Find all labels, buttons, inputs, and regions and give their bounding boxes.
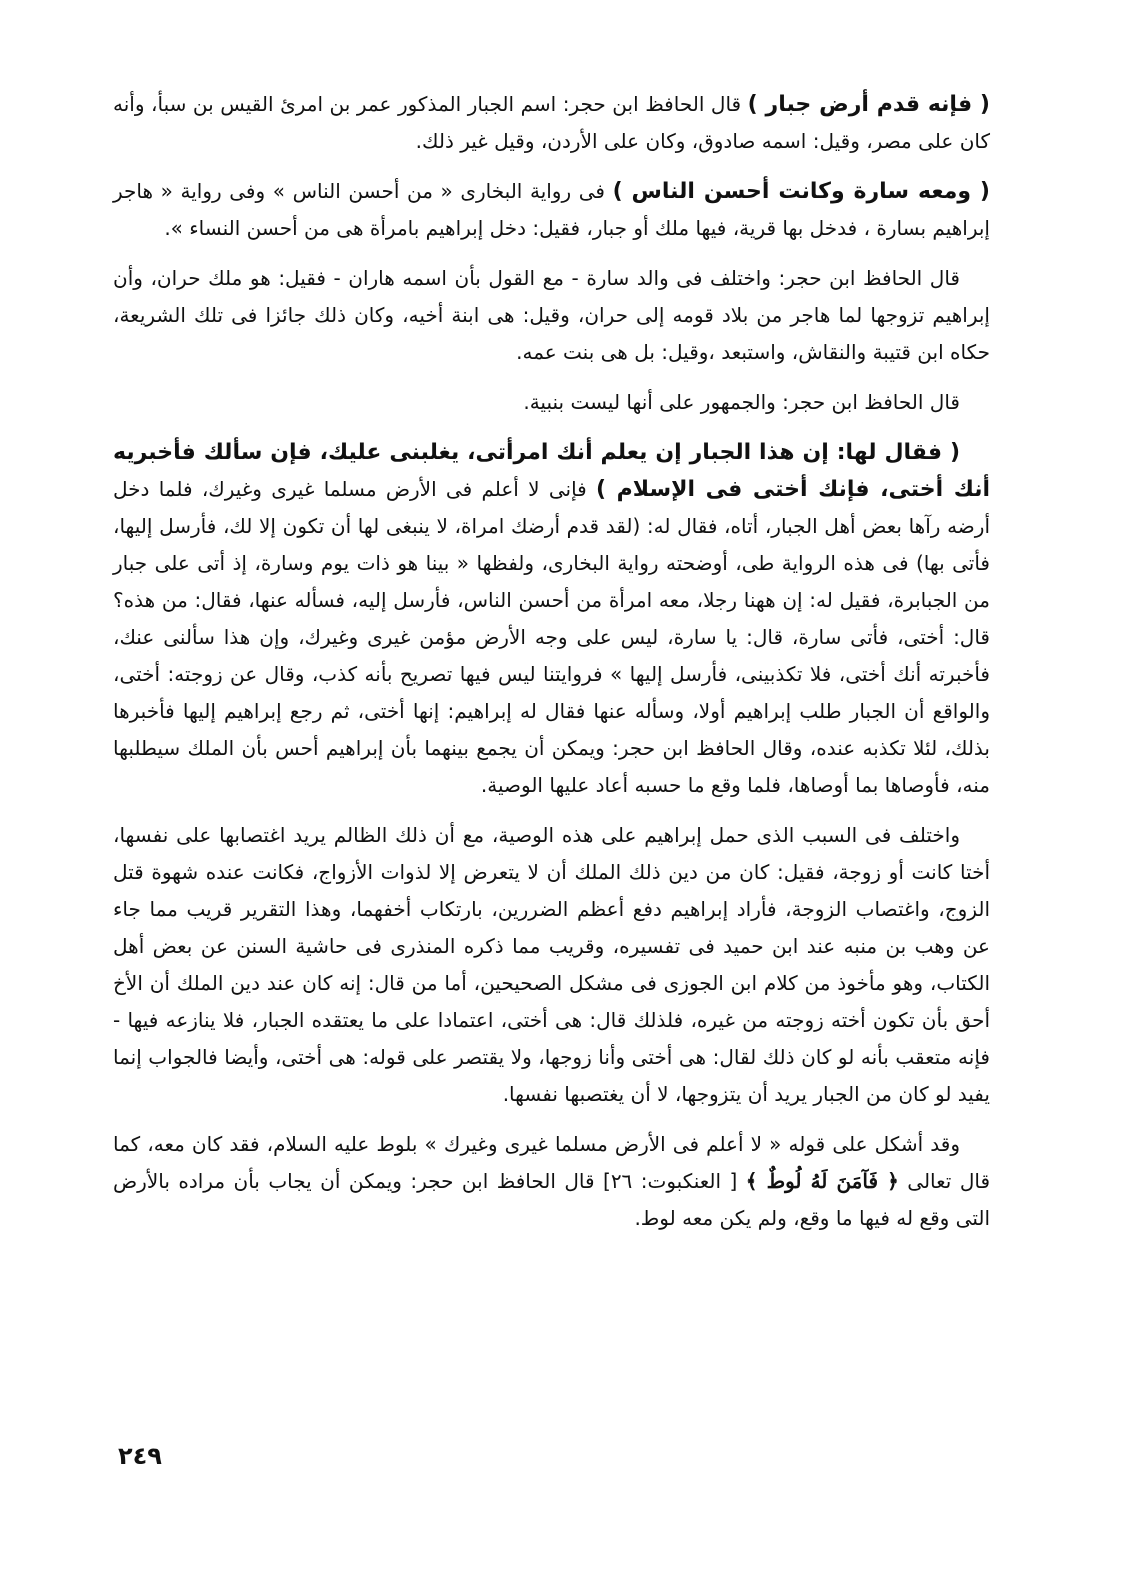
body-text <box>113 86 990 1237</box>
paragraph-5 <box>113 434 990 804</box>
commentary-text: فى رواية البخارى « من أحسن الناس » وفى رواية « هاجر إبراهيم بسارة ، فدخل بها قرية، فيها ملك أو جبار، فقيل: دخل إبراهيم بامرأة هى من أحسن النساء ». <box>113 179 990 240</box>
quoted-hadith-text: ( فإنه قدم أرض جبار ) <box>747 92 990 117</box>
commentary-text: فإنى لا أعلم فى الأرض مسلما غيرى وغيرك، فلما دخل أرضه رآها بعض أهل الجبار، أتاه، فقال له: (لقد قدم أرضك امراة، لا ينبغى لها أن تكون إلا لك، فأرسل إليها، فأتى بها) فى هذه الرواية طى، أوضحته رواية البخارى، ولفظها « بينا هو ذات يوم وسارة، إذ أتى على جبار من الجبابرة، فقيل له: إن ههنا رجلا، معه امرأة من أحسن الناس، فأرسل إليه، فسأله عنها، فقال: من هذه؟ قال: أختى، فأتى سارة، قال: يا سارة، ليس على وجه الأرض مؤمن غيرى وغيرك، وإن هذا سألنى عنك، فأخبرته أنك أختى، فلا تكذبينى، فأرسل إليها » فروايتنا ليس فيها تصريح بأنه كذب، وقال عن زوجته: أختى، والواقع أن الجبار طلب إبراهيم أولا، وسأله عنها فقال له إبراهيم: إنها أختى، ثم رجع إبراهيم إليها فأخبرها بذلك، لئلا تكذبه عنده، وقال الحافظ ابن حجر: ويمكن أن يجمع بينهما بأن إبراهيم أحس بأن الملك سيطلبها منه، فأوصاها بما أوصاها، فلما وقع ما حسبه أعاد عليها الوصية. <box>113 477 990 797</box>
page-number: ٢٤٩ <box>118 1442 162 1470</box>
commentary-text: قال الحافظ ابن حجر: والجمهور على أنها ليست بنبية. <box>523 390 960 414</box>
paragraph-4 <box>113 384 990 421</box>
commentary-text: قال الحافظ ابن حجر: اسم الجبار المذكور عمر بن امرئ القيس بن سبأ، وأنه كان على مصر، وقيل: اسمه صادوق، وكان على الأردن، وقيل غير ذلك. <box>113 92 990 153</box>
commentary-text: واختلف فى السبب الذى حمل إبراهيم على هذه الوصية، مع أن ذلك الظالم يريد اغتصابها على نفسها، أختا كانت أو زوجة، فقيل: كان من دين ذلك الملك أن لا يتعرض إلا لذوات الأزواج، فكانت عنده شهوة قتل الزوج، واغتصاب الزوجة، فأراد إبراهيم دفع أعظم الضررين، بارتكاب أخفهما، وهذا التقرير قريب مما جاء عن وهب بن منبه عند ابن حميد فى تفسيره، وقريب مما ذكره المنذرى فى حاشية السنن عن بعض أهل الكتاب، وهو مأخوذ من كلام ابن الجوزى فى مشكل الصحيحين، أما من قال: إنه كان عند دين الملك أن الأخ أحق بأن تكون أخته زوجته من غيره، فلذلك قال: هى أختى، اعتمادا على ما يعتقده الجبار، فلا ينازعه فيها - فإنه متعقب بأنه لو كان ذلك لقال: هى أختى وأنا زوجها، ولا يقتصر على قوله: هى أختى، وأيضا فالجواب إنما يفيد لو كان من الجبار يريد أن يتزوجها، لا أن يغتصبها نفسها. <box>113 823 990 1106</box>
paragraph-2 <box>113 173 990 247</box>
paragraph-3 <box>113 260 990 371</box>
commentary-text: [ العنكبوت: ٢٦] قال الحافظ ابن حجر: ويمكن أن يجاب بأن مراده بالأرض التى وقع له فيها ما وقع، ولم يكن معه لوط. <box>113 1169 990 1230</box>
paragraph-1 <box>113 86 990 160</box>
paragraph-7 <box>113 1126 990 1237</box>
commentary-text: قال الحافظ ابن حجر: واختلف فى والد سارة - مع القول بأن اسمه هاران - فقيل: هو ملك حران، وأن إبراهيم تزوجها لما هاجر من بلاد قومه إلى حران، وقيل: هى ابنة أخيه، وكان ذلك جائزا فى تلك الشريعة، حكاه ابن قتيبة والنقاش، واستبعد ،وقيل: بل هى بنت عمه. <box>113 266 990 364</box>
quoted-hadith-text: ( ومعه سارة وكانت أحسن الناس ) <box>612 179 990 204</box>
quoted-hadith-text: ( فقال لها: إن هذا الجبار إن يعلم أنك امرأتى، يغلبنى عليك، فإن سألك فأخبريه أنك أختى، فإنك أختى فى الإسلام ) <box>113 440 990 502</box>
commentary-text: وقد أشكل على قوله « لا أعلم فى الأرض مسلما غيرى وغيرك » بلوط عليه السلام، فقد كان معه، كما قال تعالى <box>113 1132 991 1193</box>
quran-verse: ﴿ فَآمَنَ لَهُ لُوطٌ ﴾ <box>745 1169 899 1193</box>
document-page <box>0 86 1133 1546</box>
paragraph-6 <box>113 817 990 1113</box>
